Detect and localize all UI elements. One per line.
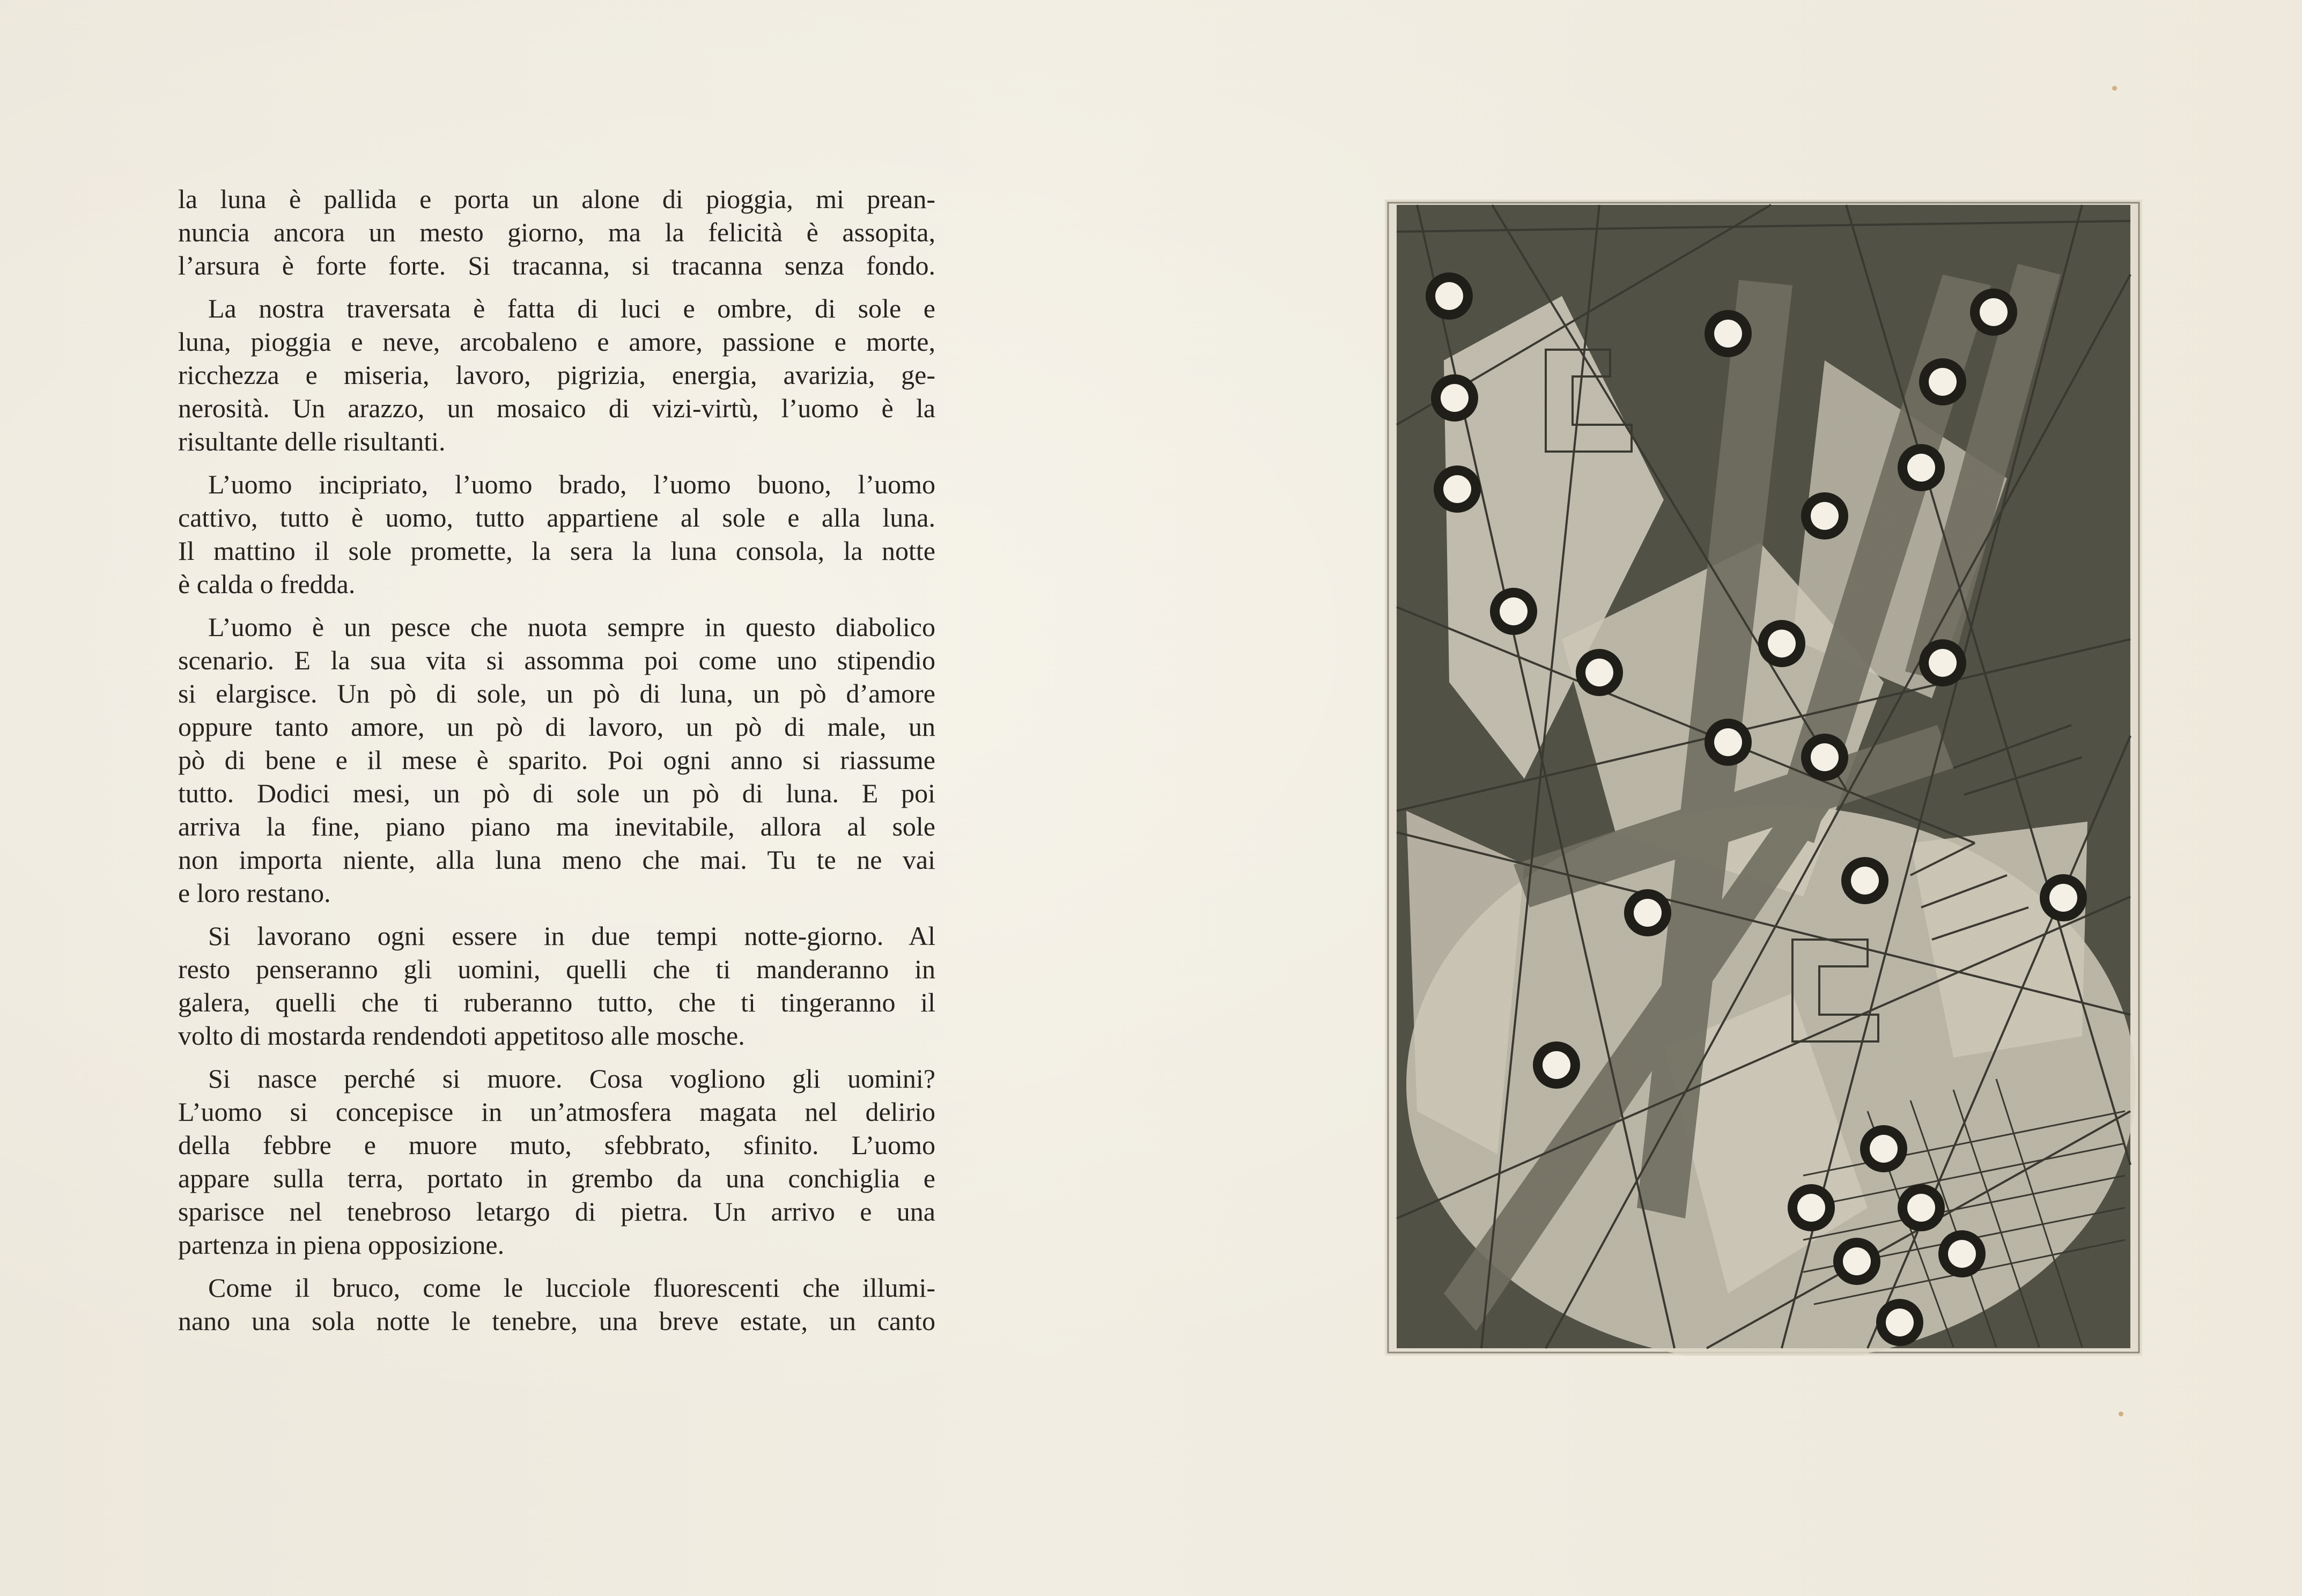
dot-center bbox=[1443, 475, 1471, 503]
text-line: nano una sola notte le tenebre, una breve estate, un canto bbox=[178, 1306, 935, 1336]
text-line: resto penseranno gli uomini, quelli che ti manderanno in bbox=[178, 954, 935, 984]
text-line: appare sulla terra, portato in grembo da una conchiglia e bbox=[178, 1163, 935, 1193]
text-line: pò di bene e il mese è sparito. Poi ogni anno si riassume bbox=[178, 745, 935, 775]
dot-center bbox=[1870, 1135, 1898, 1163]
dot-center bbox=[1929, 649, 1957, 677]
paragraph bbox=[178, 182, 935, 282]
text-line: Come il bruco, come le lucciole fluorescenti che illumi- bbox=[208, 1273, 935, 1303]
left-page-text bbox=[178, 182, 935, 1347]
paragraph bbox=[178, 919, 935, 1052]
paragraph bbox=[178, 1062, 935, 1261]
dot-center bbox=[1585, 659, 1613, 686]
text-line: si elargisce. Un pò di sole, un pò di luna, un pò d’amore bbox=[178, 678, 935, 708]
text-line: e loro restano. bbox=[178, 878, 331, 908]
text-line: partenza in piena opposizione. bbox=[178, 1230, 505, 1260]
paragraph bbox=[178, 1271, 935, 1338]
text-line: L’uomo incipriato, l’uomo brado, l’uomo buono, l’uomo bbox=[208, 469, 935, 499]
text-line: sparisce nel tenebroso letargo di pietra. Un arrivo e una bbox=[178, 1196, 935, 1226]
text-line: scenario. E la sua vita si assomma poi come uno stipendio bbox=[178, 645, 935, 675]
paragraph bbox=[178, 610, 935, 910]
text-line: ricchezza e miseria, lavoro, pigrizia, energia, avarizia, ge- bbox=[178, 360, 935, 390]
text-line: Si nasce perché si muore. Cosa vogliono gli uomini? bbox=[208, 1063, 935, 1093]
dot-center bbox=[1768, 630, 1796, 657]
dot-center bbox=[1907, 1194, 1935, 1222]
etching-artwork bbox=[1385, 200, 2142, 1356]
text-line: Si lavorano ogni essere in due tempi notte-giorno. Al bbox=[208, 921, 935, 951]
text-line: arriva la fine, piano piano ma inevitabile, allora al sole bbox=[178, 811, 935, 841]
text-line: nuncia ancora un mesto giorno, ma la felicità è assopita, bbox=[178, 217, 935, 247]
dot-center bbox=[2049, 884, 2077, 912]
text-line: oppure tanto amore, un pò di lavoro, un pò di male, un bbox=[178, 712, 935, 742]
paragraph bbox=[178, 468, 935, 601]
text-line: L’uomo si concepisce in un’atmosfera magata nel delirio bbox=[178, 1097, 935, 1127]
text-line: volto di mostarda rendendoti appetitoso alle mosche. bbox=[178, 1021, 745, 1051]
dot-center bbox=[1929, 368, 1957, 396]
dot-center bbox=[1851, 867, 1879, 895]
dot-center bbox=[1948, 1240, 1976, 1268]
dot-center bbox=[1811, 743, 1839, 771]
text-line: cattivo, tutto è uomo, tutto appartiene al sole e alla luna. bbox=[178, 503, 935, 533]
text-line: della febbre e muore muto, sfebbrato, sfinito. L’uomo bbox=[178, 1130, 935, 1160]
etching-illustration bbox=[1385, 200, 2142, 1356]
text-line: galera, quelli che ti ruberanno tutto, che ti tingeranno il bbox=[178, 987, 935, 1017]
text-line: L’uomo è un pesce che nuota sempre in questo diabolico bbox=[208, 612, 935, 642]
dot-center bbox=[1886, 1309, 1914, 1336]
dot-center bbox=[1980, 298, 2008, 326]
text-line: tutto. Dodici mesi, un pò di sole un pò di luna. E poi bbox=[178, 778, 935, 808]
dot-center bbox=[1714, 728, 1742, 756]
paper-speck bbox=[2112, 86, 2117, 91]
dot-center bbox=[1811, 502, 1839, 530]
dot-center bbox=[1797, 1194, 1825, 1222]
text-line: nerosità. Un arazzo, un mosaico di vizi-virtù, l’uomo è la bbox=[178, 393, 935, 423]
text-line: la luna è pallida e porta un alone di pioggia, mi prean- bbox=[178, 184, 935, 214]
text-line: l’arsura è forte forte. Si tracanna, si tracanna senza fondo. bbox=[178, 250, 935, 280]
dot-center bbox=[1714, 320, 1742, 348]
dot-center bbox=[1435, 282, 1463, 310]
paragraph bbox=[178, 292, 935, 458]
paper-speck bbox=[2119, 1412, 2123, 1416]
text-line: non importa niente, alla luna meno che mai. Tu te ne vai bbox=[178, 845, 935, 875]
dot-center bbox=[1543, 1051, 1570, 1079]
text-line: risultante delle risultanti. bbox=[178, 426, 446, 456]
dot-center bbox=[1500, 597, 1528, 625]
dot-center bbox=[1634, 899, 1662, 927]
dot-center bbox=[1843, 1247, 1871, 1275]
grain-overlay bbox=[1397, 205, 2130, 1348]
dot-center bbox=[1441, 384, 1469, 412]
text-line: La nostra traversata è fatta di luci e ombre, di sole e bbox=[208, 293, 935, 323]
text-line: è calda o fredda. bbox=[178, 569, 356, 599]
text-line: luna, pioggia e neve, arcobaleno e amore, passione e morte, bbox=[178, 327, 935, 357]
text-line: Il mattino il sole promette, la sera la luna consola, la notte bbox=[178, 536, 935, 566]
dot-center bbox=[1907, 454, 1935, 482]
